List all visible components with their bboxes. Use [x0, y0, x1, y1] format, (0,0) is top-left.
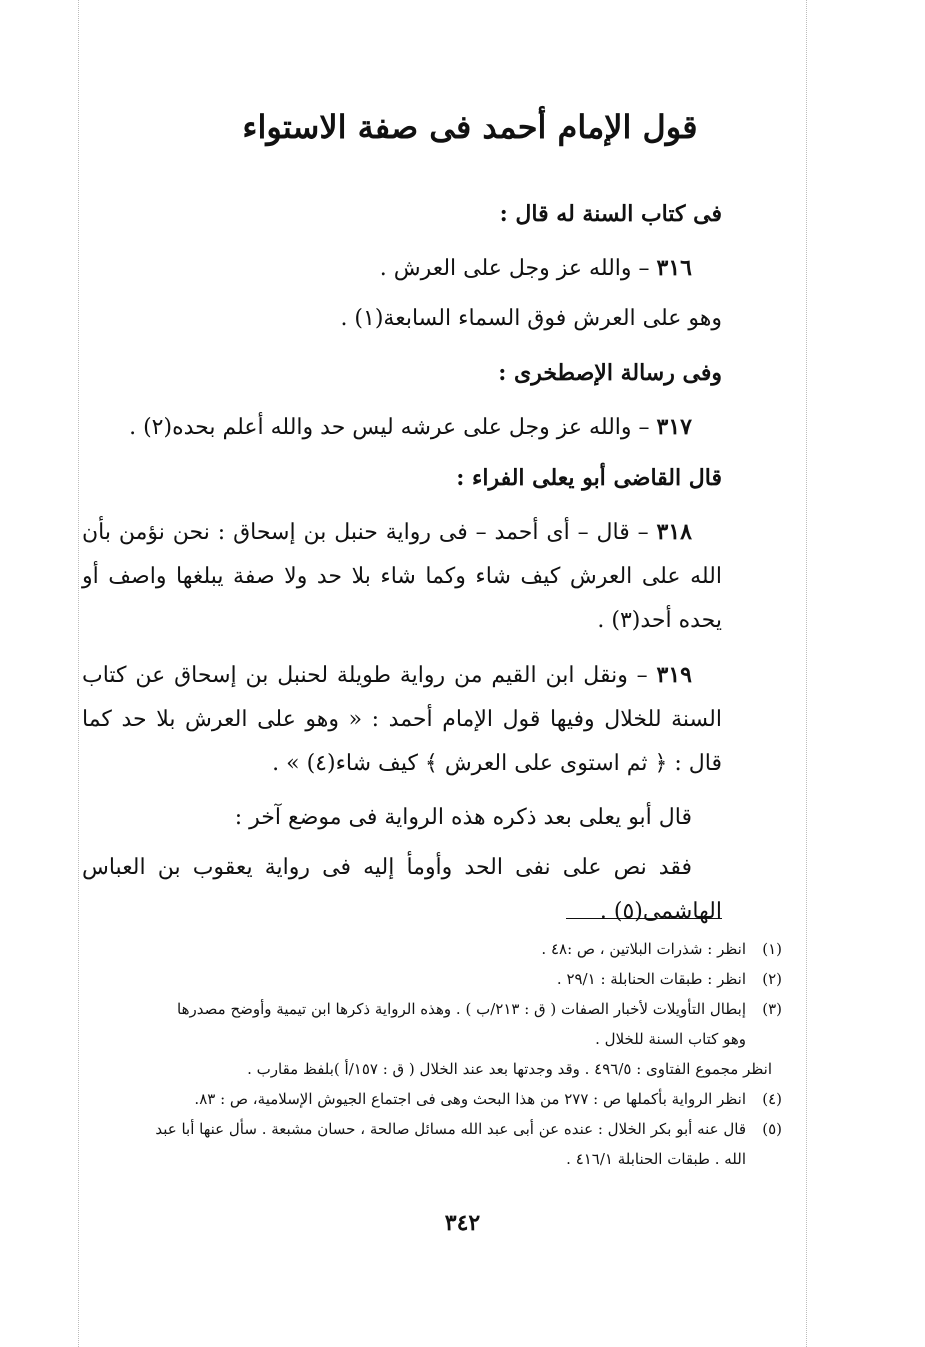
- right-margin-guide: [806, 0, 807, 1347]
- paragraph-number: ٣١٧: [656, 414, 692, 440]
- footnote-3: (٣) إبطال التأويلات لأخبار الصفات ( ق : ٢١٣/ب ) . وهذه الرواية ذكرها ابن تيمية وأوضح مصدرها: [177, 1000, 782, 1018]
- paragraph-316: ٣١٦ – والله عز وجل على العرش .: [379, 255, 692, 281]
- footnote-1: (١) انظر : شذرات البلاتين ، ص :٤٨ .: [541, 940, 782, 958]
- footnotes: [82, 934, 782, 1174]
- footnote-3-cont: وهو كتاب السنة للخلال .: [595, 1030, 746, 1048]
- page-number: ٣٤٢: [444, 1210, 481, 1236]
- paragraph-number: ٣١٨: [656, 519, 692, 545]
- paragraph-319: ٣١٩ – ونقل ابن القيم من رواية طويلة لحنبل بن إسحاق عن كتاب السنة للخلال وفيها قول الإمام أحمد : « وهو على العرش بلا حد كما قال : ﴿ ثم استوى على العرش ﴾ كيف شاء(٤) » .: [82, 662, 722, 776]
- paragraph-number: ٣١٩: [656, 662, 692, 688]
- paragraph-number: ٣١٦: [656, 255, 692, 281]
- footnote-4: (٤) انظر الرواية بأكملها ص : ٢٧٧ من هذا البحث وهى فى اجتماع الجيوش الإسلامية، ص : ٨٣.: [194, 1090, 782, 1108]
- paragraph-316-cont: وهو على العرش فوق السماء السابعة(١) .: [340, 306, 722, 331]
- paragraph-318: ٣١٨ – قال – أى أحمد – فى رواية حنبل بن إسحاق : نحن نؤمن بأن الله على العرش كيف شاء وكما شاء بلا حد ولا صفة يبلغها واصف أو يحده أحد(٣) .: [82, 519, 722, 633]
- footnote-5-cont: الله . طبقات الحنابلة ٤١٦/١ .: [566, 1150, 746, 1168]
- footnote-5: (٥) قال عنه أبو بكر الخلال : عنده عن أبى عبد الله مسائل صالحة ، حسان مشبعة . سأل عنها أبا عبد: [155, 1120, 782, 1138]
- section-heading-abu-yala: قال القاضى أبو يعلى الفراء :: [456, 465, 722, 491]
- left-margin-guide: [78, 0, 79, 1347]
- paragraph-abu-yala-remark: قال أبو يعلى بعد ذكره هذه الرواية فى موضع آخر :: [234, 805, 692, 830]
- footnote-separator: [566, 918, 722, 919]
- main-text: [82, 192, 722, 940]
- page-title: قول الإمام أحمد فى صفة الاستواء: [242, 108, 698, 146]
- footnote-2: (٢) انظر : طبقات الحنابلة : ٢٩/١ .: [556, 970, 782, 988]
- section-heading-istakhri: وفى رسالة الإصطخرى :: [498, 360, 722, 386]
- footnote-3-cont-2: انظر مجموع الفتاوى : ٤٩٦/٥ . وقد وجدتها بعد عند الخلال ( ق : ١٥٧/أ )بلفظ مقارب .: [247, 1060, 772, 1078]
- section-heading-sunnah: فى كتاب السنة له قال :: [499, 201, 722, 227]
- paragraph-317: ٣١٧ – والله عز وجل على عرشه ليس حد والله أعلم بحده(٢) .: [129, 414, 692, 440]
- paragraph-naf-al-hadd: فقد نص على نفى الحد وأومأ إليه فى رواية يعقوب بن العباس الهاشمى(٥) .: [82, 855, 722, 924]
